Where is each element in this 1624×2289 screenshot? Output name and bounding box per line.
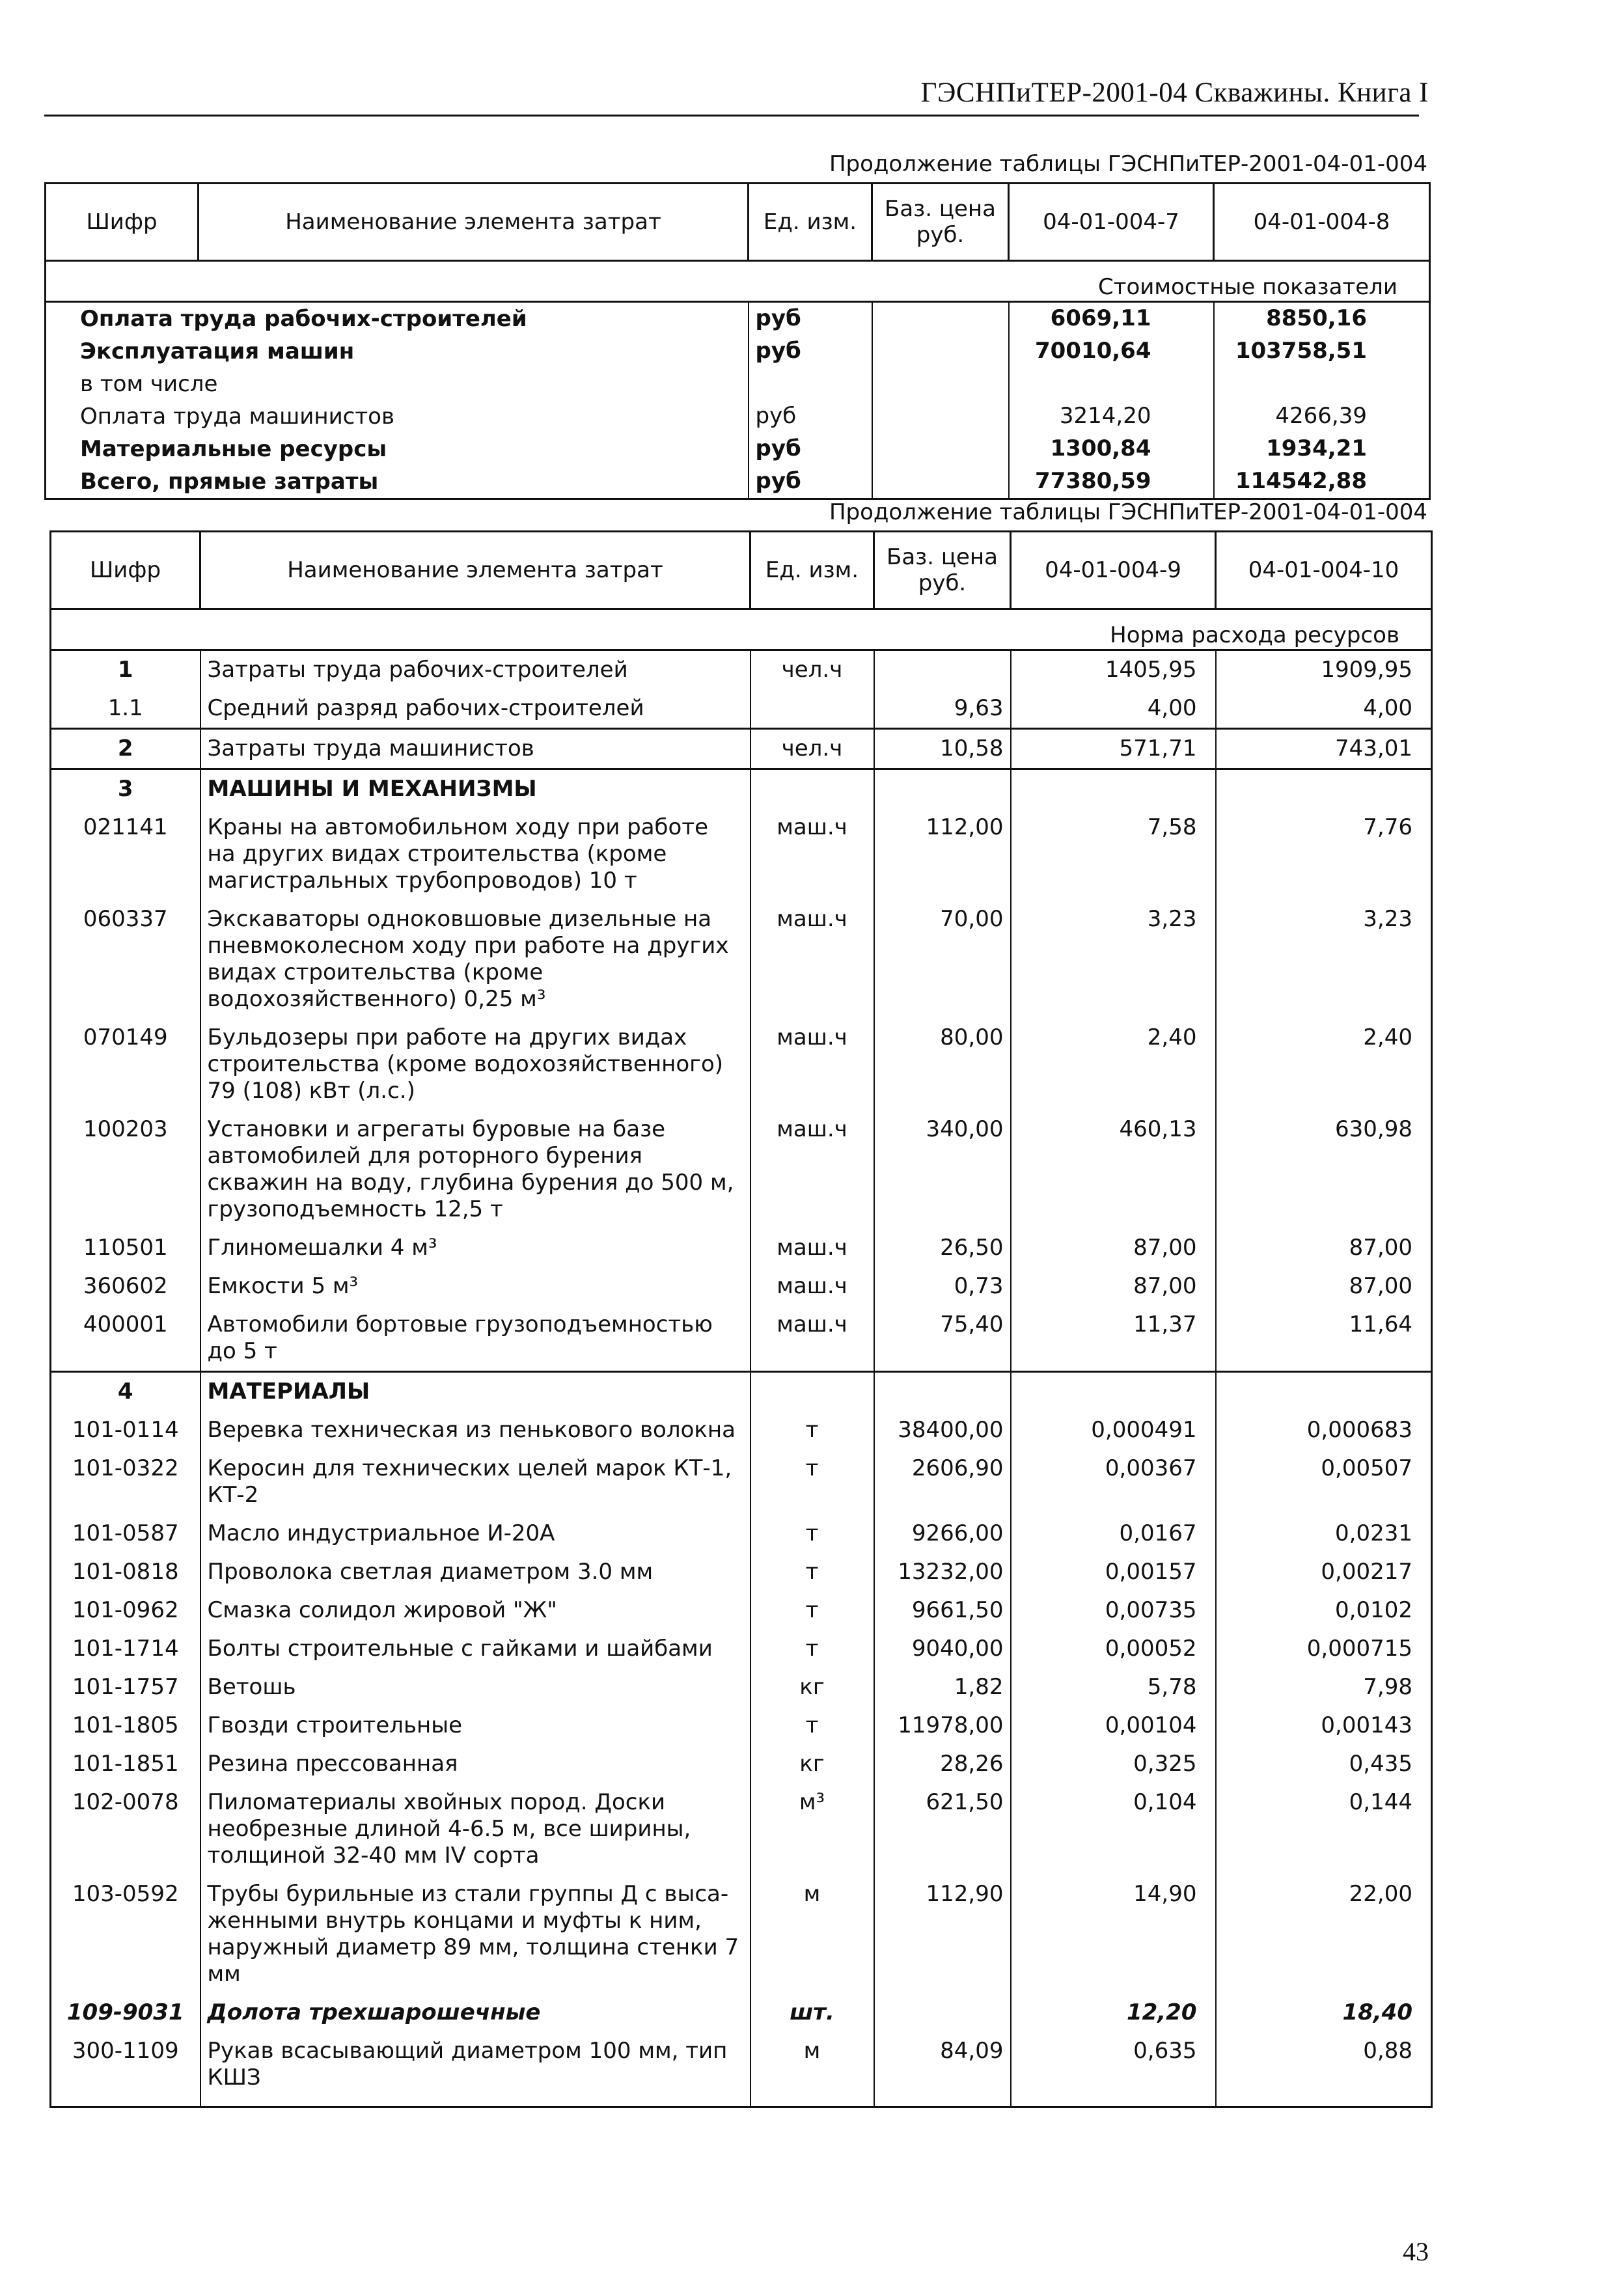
table-row [51, 1994, 1432, 2032]
cell-value-1 [1009, 368, 1214, 400]
cell-price: 112,90 [874, 1875, 1011, 1994]
cell-value-1: 0,00735 [1011, 1591, 1216, 1630]
table-row [46, 302, 1430, 336]
cell-name: Оплата труда рабочих-строителей [80, 306, 527, 332]
table-row [51, 1875, 1432, 1994]
cell-value-2: 0,88 [1216, 2032, 1432, 2097]
cell-code: 100203 [83, 1116, 168, 1142]
cell-unit: м [750, 2032, 874, 2097]
cell-code: 101-0962 [72, 1597, 179, 1623]
cell-code: 109-9031 [66, 1999, 184, 2025]
cell-unit: кг [750, 1668, 874, 1706]
subheader-norms: Норма расхода ресурсов [51, 609, 1432, 650]
cell-name: Емкости 5 м³ [200, 1267, 750, 1306]
table-row [51, 1745, 1432, 1783]
cell-name: Трубы бурильные из стали группы Д с выса-женными внутрь концами и муфты к ним, наружный диаметр 89 мм, толщина стенки 7 мм [200, 1875, 750, 1994]
cell-price [872, 465, 1009, 499]
cell-name: в том числе [80, 371, 218, 397]
cell-price: 0,73 [874, 1267, 1011, 1306]
table-row [51, 769, 1432, 809]
cell-value-1: 0,0167 [1011, 1515, 1216, 1553]
cell-value-2: 0,0102 [1216, 1591, 1432, 1630]
cell-value-1: 3214,20 [1009, 400, 1214, 433]
cell-unit: руб [749, 302, 872, 336]
table-row [51, 1229, 1432, 1267]
cell-unit: т [750, 1515, 874, 1553]
cell-code: 101-0818 [72, 1559, 179, 1585]
cell-value-1: 0,00052 [1011, 1630, 1216, 1668]
table-row [51, 1783, 1432, 1875]
cell-price: 75,40 [874, 1306, 1011, 1372]
cell-price: 9,63 [874, 689, 1011, 729]
cell-value-2: 743,01 [1216, 729, 1432, 769]
table-row [51, 1019, 1432, 1110]
cell-value-1 [1011, 769, 1216, 809]
cell-code: 103-0592 [72, 1881, 179, 1907]
col-header-v1: 04-01-004-9 [1011, 532, 1216, 609]
cell-value-2: 0,00217 [1216, 1553, 1432, 1591]
cell-name: Глиномешалки 4 м³ [200, 1229, 750, 1267]
cell-name: Рукав всасывающий диаметром 100 мм, тип КШЗ [200, 2032, 750, 2097]
cell-code: 101-1714 [72, 1636, 179, 1662]
cell-unit: маш.ч [750, 808, 874, 900]
cell-value-2: 0,000683 [1216, 1411, 1432, 1449]
cell-price [872, 335, 1009, 368]
cell-value-2: 103758,51 [1214, 335, 1430, 368]
cell-price: 1,82 [874, 1668, 1011, 1706]
cell-code: 101-1851 [72, 1751, 179, 1777]
cell-value-2: 0,144 [1216, 1783, 1432, 1875]
col-header-code: Шифр [46, 184, 199, 261]
cell-value-2: 2,40 [1216, 1019, 1432, 1110]
cell-name: Резина прессованная [200, 1745, 750, 1783]
cell-code: 060337 [83, 906, 168, 932]
cell-name: Гвозди строительные [200, 1706, 750, 1745]
cell-value-2 [1216, 769, 1432, 809]
cell-value-2: 11,64 [1216, 1306, 1432, 1372]
table-row [46, 335, 1430, 368]
cell-unit [750, 769, 874, 809]
cell-value-2: 3,23 [1216, 900, 1432, 1019]
cell-price: 112,00 [874, 808, 1011, 900]
table-end-spacer [51, 2097, 1432, 2107]
cell-value-1: 0,00104 [1011, 1706, 1216, 1745]
cell-value-1: 5,78 [1011, 1668, 1216, 1706]
table-row [46, 465, 1430, 499]
cell-unit [750, 1372, 874, 1412]
cell-unit: т [750, 1553, 874, 1591]
cell-value-1: 0,635 [1011, 2032, 1216, 2097]
cell-value-1: 70010,64 [1009, 335, 1214, 368]
cell-price [874, 650, 1011, 690]
cell-name: Керосин для технических целей марок КТ-1, КТ-2 [200, 1449, 750, 1515]
table-row [51, 1372, 1432, 1412]
spacer-cell [1216, 2097, 1432, 2107]
cell-unit: маш.ч [750, 1267, 874, 1306]
cell-name: Веревка техническая из пенькового волокна [200, 1411, 750, 1449]
cell-value-1: 14,90 [1011, 1875, 1216, 1994]
cell-price: 26,50 [874, 1229, 1011, 1267]
cell-code: 102-0078 [72, 1789, 179, 1815]
table-resource-norms [49, 530, 1433, 2108]
cell-value-2: 114542,88 [1214, 465, 1430, 499]
cell-price: 84,09 [874, 2032, 1011, 2097]
table-row [51, 1267, 1432, 1306]
cell-price [874, 1372, 1011, 1412]
cell-name: Долота трехшарошечные [200, 1994, 750, 2032]
cell-value-2: 0,0231 [1216, 1515, 1432, 1553]
cell-value-1: 1300,84 [1009, 433, 1214, 465]
cell-price [872, 302, 1009, 336]
cell-price: 2606,90 [874, 1449, 1011, 1515]
cell-code: 101-0587 [72, 1520, 179, 1546]
cell-price: 28,26 [874, 1745, 1011, 1783]
cell-value-1: 12,20 [1011, 1994, 1216, 2032]
cell-code: 2 [51, 729, 200, 769]
col-header-code: Шифр [51, 532, 200, 609]
table-row [51, 689, 1432, 729]
cell-code: 300-1109 [72, 2038, 179, 2064]
running-title: ГЭСНПиТЕР-2001-04 Скважины. Книга I [920, 77, 1429, 108]
cell-name: Оплата труда машинистов [80, 404, 395, 430]
cell-unit: чел.ч [750, 729, 874, 769]
cell-code: 400001 [83, 1311, 168, 1337]
cell-value-1: 87,00 [1011, 1229, 1216, 1267]
cell-price [872, 433, 1009, 465]
cell-unit: шт. [750, 1994, 874, 2032]
cell-name: Экскаваторы одноковшовые дизельные на пневмоколесном ходу при работе на других видах строительства (кроме водохозяйственного) 0,25 м³ [200, 900, 750, 1019]
table1-caption: Продолжение таблицы ГЭСНПиТЕР-2001-04-01-004 [829, 151, 1427, 177]
spacer-cell [750, 2097, 874, 2107]
cell-code: 101-0114 [72, 1417, 179, 1443]
cell-unit: т [750, 1449, 874, 1515]
table-row [51, 1668, 1432, 1706]
cell-price: 340,00 [874, 1110, 1011, 1229]
col-header-v1: 04-01-004-7 [1009, 184, 1214, 261]
cell-value-1: 87,00 [1011, 1267, 1216, 1306]
table-row [51, 1630, 1432, 1668]
cell-code: 110501 [83, 1235, 168, 1261]
cell-value-1: 2,40 [1011, 1019, 1216, 1110]
cell-value-1: 3,23 [1011, 900, 1216, 1019]
cell-price: 9040,00 [874, 1630, 1011, 1668]
spacer-cell [51, 2097, 200, 2107]
col-header-price: Баз. цена руб. [874, 532, 1011, 609]
table-row [51, 808, 1432, 900]
table-row [46, 368, 1430, 400]
cell-name: МАТЕРИАЛЫ [200, 1372, 750, 1412]
cell-price: 10,58 [874, 729, 1011, 769]
cell-code: 101-0322 [72, 1455, 179, 1481]
table-row [51, 1515, 1432, 1553]
cell-name: Ветошь [200, 1668, 750, 1706]
cell-unit: маш.ч [750, 1110, 874, 1229]
cell-unit: маш.ч [750, 1019, 874, 1110]
cell-unit [750, 689, 874, 729]
spacer-cell [200, 2097, 750, 2107]
cell-code: 021141 [83, 814, 168, 840]
cell-unit: чел.ч [750, 650, 874, 690]
cell-unit [749, 368, 872, 400]
cell-value-2 [1214, 368, 1430, 400]
cell-unit: руб [749, 465, 872, 499]
cell-unit: маш.ч [750, 1229, 874, 1267]
cell-price: 13232,00 [874, 1553, 1011, 1591]
cell-unit: м [750, 1875, 874, 1994]
table2-caption: Продолжение таблицы ГЭСНПиТЕР-2001-04-01-004 [829, 499, 1427, 525]
page-number: 43 [1403, 2237, 1429, 2266]
col-header-v2: 04-01-004-10 [1216, 532, 1432, 609]
cell-value-2: 0,00143 [1216, 1706, 1432, 1745]
cell-value-1: 0,325 [1011, 1745, 1216, 1783]
col-header-name: Наименование элемента затрат [199, 184, 749, 261]
cell-price [872, 368, 1009, 400]
table-cost-indicators [44, 182, 1431, 500]
cell-name: Эксплуатация машин [80, 338, 355, 364]
cell-price: 621,50 [874, 1783, 1011, 1875]
cell-name: Масло индустриальное И-20А [200, 1515, 750, 1553]
cell-name: МАШИНЫ И МЕХАНИЗМЫ [200, 769, 750, 809]
cell-value-2: 87,00 [1216, 1267, 1432, 1306]
cell-unit: руб [749, 335, 872, 368]
table-row [51, 650, 1432, 690]
cell-price: 80,00 [874, 1019, 1011, 1110]
cell-value-1: 0,000491 [1011, 1411, 1216, 1449]
cell-price: 9266,00 [874, 1515, 1011, 1553]
cell-value-2: 18,40 [1216, 1994, 1432, 2032]
table-row [51, 1411, 1432, 1449]
cell-value-1: 0,00157 [1011, 1553, 1216, 1591]
cell-value-1: 571,71 [1011, 729, 1216, 769]
cell-value-1: 11,37 [1011, 1306, 1216, 1372]
cell-name: Проволока светлая диаметром 3.0 мм [200, 1553, 750, 1591]
table-row [51, 900, 1432, 1019]
cell-name: Материальные ресурсы [80, 436, 387, 462]
cell-code: 1.1 [107, 695, 143, 721]
cell-unit: т [750, 1706, 874, 1745]
table-row [46, 433, 1430, 465]
cell-value-2: 8850,16 [1214, 302, 1430, 336]
cell-price: 11978,00 [874, 1706, 1011, 1745]
cell-value-1: 7,58 [1011, 808, 1216, 900]
cell-price: 9661,50 [874, 1591, 1011, 1630]
cell-name: Всего, прямые затраты [46, 465, 749, 499]
cell-value-2: 630,98 [1216, 1110, 1432, 1229]
cell-value-2: 1909,95 [1216, 650, 1432, 690]
cell-value-2: 0,00507 [1216, 1449, 1432, 1515]
cell-unit: кг [750, 1745, 874, 1783]
subheader-cost: Стоимостные показатели [46, 261, 1430, 302]
spacer-cell [874, 2097, 1011, 2107]
cell-name: Средний разряд рабочих-строителей [200, 689, 750, 729]
cell-value-2: 0,435 [1216, 1745, 1432, 1783]
cell-code: 070149 [83, 1024, 168, 1050]
col-header-unit: Ед. изм. [749, 184, 872, 261]
cell-unit: руб [749, 433, 872, 465]
cell-value-1: 460,13 [1011, 1110, 1216, 1229]
cell-value-1: 0,104 [1011, 1783, 1216, 1875]
cell-value-1: 4,00 [1011, 689, 1216, 729]
cell-unit: маш.ч [750, 1306, 874, 1372]
cell-code: 4 [51, 1372, 200, 1412]
table-row [46, 400, 1430, 433]
cell-unit: руб [749, 400, 872, 433]
cell-value-2: 0,000715 [1216, 1630, 1432, 1668]
cell-code: 360602 [83, 1273, 168, 1299]
cell-name: Бульдозеры при работе на других видах строительства (кроме водохозяйственного) 79 (108) кВт (л.с.) [200, 1019, 750, 1110]
table-row [51, 1449, 1432, 1515]
cell-value-2: 87,00 [1216, 1229, 1432, 1267]
cell-name: Затраты труда рабочих-строителей [200, 650, 750, 690]
header-rule [44, 115, 1419, 117]
cell-value-2: 7,98 [1216, 1668, 1432, 1706]
cell-unit: м³ [750, 1783, 874, 1875]
cell-price [874, 1994, 1011, 2032]
cell-price: 38400,00 [874, 1411, 1011, 1449]
cell-value-1: 1405,95 [1011, 650, 1216, 690]
cell-name: Пиломатериалы хвойных пород. Доски необрезные длиной 4-6.5 м, все ширины, толщиной 32-40 мм IV сорта [200, 1783, 750, 1875]
cell-value-2 [1216, 1372, 1432, 1412]
cell-name: Затраты труда машинистов [200, 729, 750, 769]
cell-unit: т [750, 1630, 874, 1668]
spacer-cell [1011, 2097, 1216, 2107]
col-header-name: Наименование элемента затрат [200, 532, 750, 609]
cell-value-1: 77380,59 [1009, 465, 1214, 499]
cell-name: Краны на автомобильном ходу при работе на других видах строительства (кроме магистральных трубопроводов) 10 т [200, 808, 750, 900]
table-row [51, 1591, 1432, 1630]
col-header-price: Баз. цена руб. [872, 184, 1009, 261]
cell-value-2: 7,76 [1216, 808, 1432, 900]
cell-unit: т [750, 1591, 874, 1630]
cell-code: 3 [51, 769, 200, 809]
table-row [51, 1306, 1432, 1372]
cell-price [872, 400, 1009, 433]
cell-unit: маш.ч [750, 900, 874, 1019]
cell-name: Смазка солидол жировой "Ж" [200, 1591, 750, 1630]
col-header-v2: 04-01-004-8 [1214, 184, 1430, 261]
cell-code: 101-1757 [72, 1674, 179, 1700]
cell-price: 70,00 [874, 900, 1011, 1019]
cell-value-2: 4266,39 [1214, 400, 1430, 433]
cell-value-1: 6069,11 [1009, 302, 1214, 336]
cell-value-1 [1011, 1372, 1216, 1412]
table-row [51, 1110, 1432, 1229]
table-row [51, 1706, 1432, 1745]
table-row [51, 1553, 1432, 1591]
cell-value-2: 22,00 [1216, 1875, 1432, 1994]
cell-price [874, 769, 1011, 809]
cell-name: Болты строительные с гайками и шайбами [200, 1630, 750, 1668]
cell-value-2: 4,00 [1216, 689, 1432, 729]
table-row [51, 2032, 1432, 2097]
cell-value-2: 1934,21 [1214, 433, 1430, 465]
cell-name: Автомобили бортовые грузоподъемностью до 5 т [200, 1306, 750, 1372]
cell-code: 101-1805 [72, 1712, 179, 1738]
cell-unit: т [750, 1411, 874, 1449]
cell-name: Установки и агрегаты буровые на базе автомобилей для роторного бурения скважин на воду, глубина бурения до 500 м, грузоподъемность 12,5 т [200, 1110, 750, 1229]
table-row [51, 729, 1432, 769]
cell-value-1: 0,00367 [1011, 1449, 1216, 1515]
col-header-unit: Ед. изм. [750, 532, 874, 609]
cell-code: 1 [51, 650, 200, 690]
